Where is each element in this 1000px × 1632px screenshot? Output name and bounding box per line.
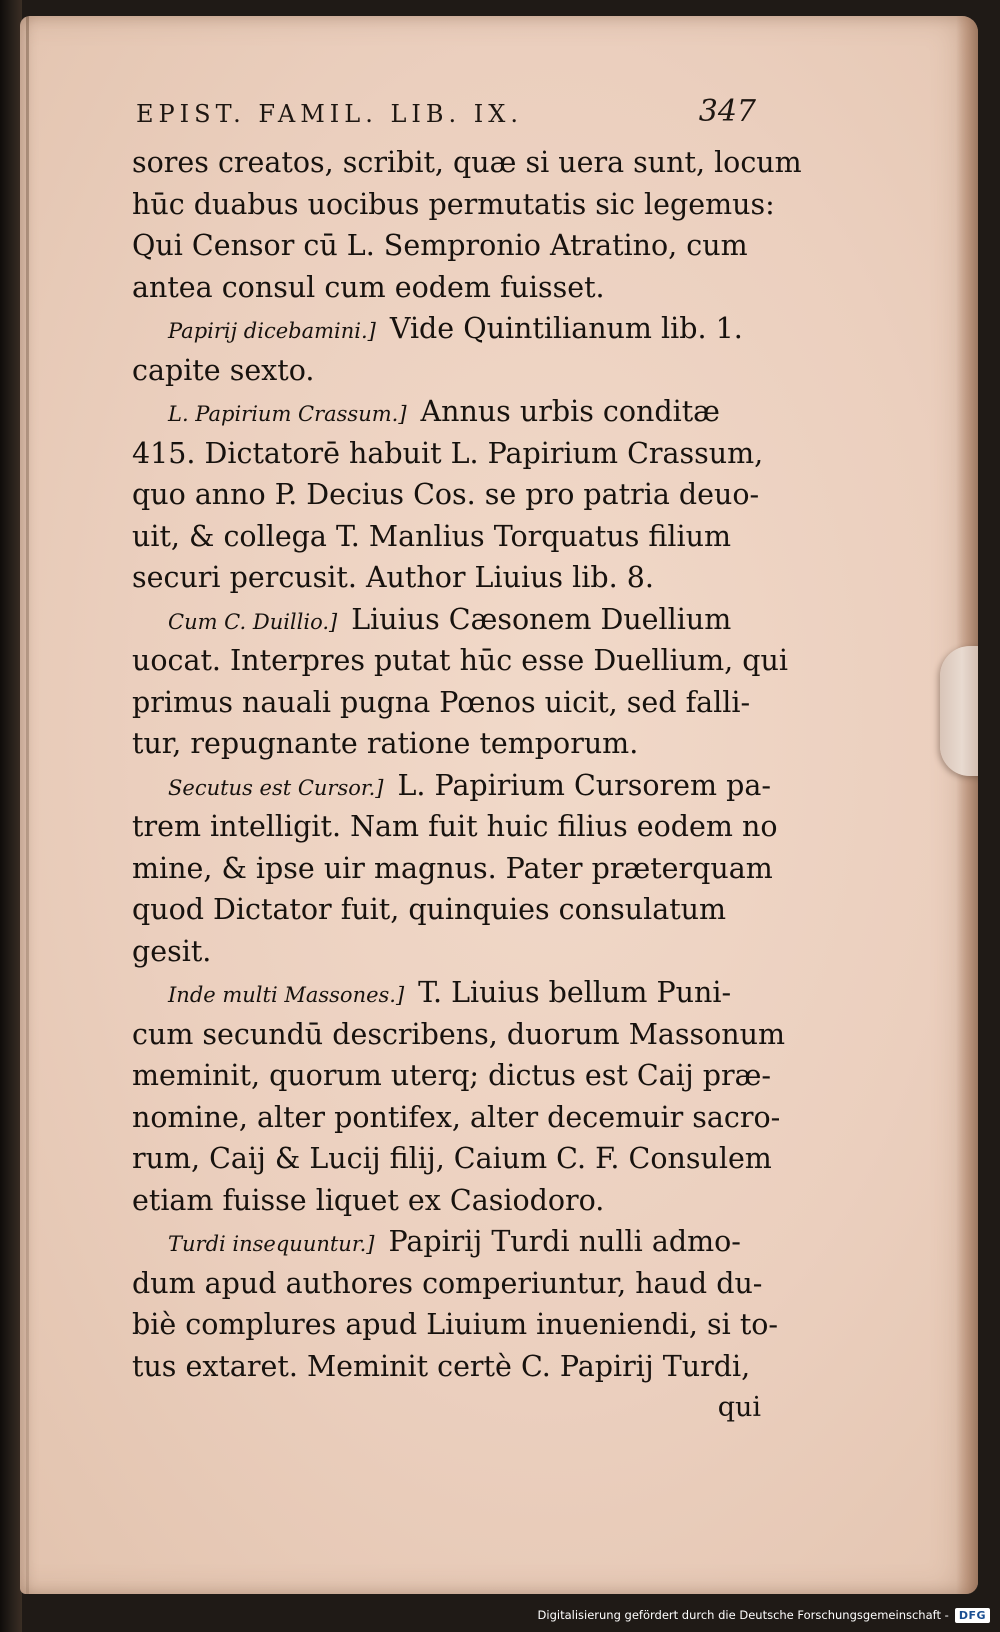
line-text: uocat. Interpres putat hūc esse Duellium, qui	[132, 644, 788, 677]
text-line	[132, 640, 788, 682]
text-line	[132, 557, 767, 599]
line-text: meminit, quorum uterq; dictus est Caij præ-	[132, 1059, 772, 1092]
text-line	[132, 1138, 772, 1180]
text-line	[132, 1221, 767, 1263]
page-fore-edge	[956, 16, 978, 1594]
line-text: tur, repugnante ratione temporum.	[132, 727, 639, 760]
line-text: biè complures apud Liuium inueniendi, si to-	[132, 1308, 779, 1341]
line-text: gesit.	[132, 934, 212, 968]
line-text: Liuius Cæsonem Duellium	[351, 602, 732, 636]
running-head: EPIST. FAMIL. LIB. IX.	[136, 100, 523, 128]
text-line	[132, 1097, 781, 1139]
line-text: etiam fuisse liquet ex Casiodoro.	[132, 1183, 605, 1217]
text-line	[132, 723, 767, 765]
text-line	[132, 391, 767, 433]
line-text: quod Dictator fuit, quinquies consulatum	[132, 893, 727, 926]
text-line	[132, 889, 767, 931]
text-line	[132, 267, 767, 309]
text-line	[132, 308, 767, 350]
text-line	[132, 474, 767, 516]
line-text: nomine, alter pontifex, alter decemuir sacro-	[132, 1100, 781, 1134]
text-line	[132, 972, 767, 1014]
text-line	[132, 1304, 779, 1346]
text-line	[132, 142, 802, 184]
text-line	[132, 184, 775, 226]
line-text: hūc duabus uocibus permutatis sic legemus:	[132, 187, 775, 221]
line-text: rum, Caij & Lucij filij, Caium C. F. Consulem	[132, 1142, 772, 1175]
line-text: uit, & collega T. Manlius Torquatus filium	[132, 519, 732, 553]
line-text: Qui Censor cū L. Sempronio Atratino, cum	[132, 229, 748, 262]
body-text	[132, 142, 802, 1429]
text-line	[132, 1263, 767, 1305]
digitization-credit	[538, 1604, 990, 1626]
line-text: primus nauali pugna Pœnos uicit, sed falli-	[132, 685, 751, 719]
text-line	[132, 350, 767, 392]
line-text: cum secundū describens, duorum Massonum	[132, 1017, 786, 1051]
text-line	[132, 433, 767, 475]
line-text: T. Liuius bellum Puni-	[418, 976, 732, 1009]
text-line	[132, 931, 767, 973]
book-page	[20, 16, 978, 1594]
line-text: dum apud authores comperiuntur, haud du-	[132, 1266, 763, 1300]
line-text: trem intelligit. Nam fuit huic filius eodem no	[132, 810, 778, 843]
line-text: tus extaret. Meminit certè C. Papirij Turdi,	[132, 1349, 751, 1383]
catchword: qui	[717, 1392, 761, 1423]
line-text: sores creatos, scribit, quæ si uera sunt, locum	[132, 146, 802, 179]
lemma: Cum C. Duillio.]	[168, 609, 338, 634]
page-number: 347	[698, 94, 756, 129]
line-text: capite sexto.	[132, 353, 315, 387]
text-line	[132, 682, 767, 724]
text-line	[132, 599, 767, 641]
lemma: Papirij dicebamini.]	[168, 319, 376, 343]
lemma: Inde multi Massones.]	[168, 983, 405, 1007]
line-text: Vide Quintilianum lib. 1.	[389, 312, 743, 345]
line-text: Papirij Turdi nulli admo-	[388, 1225, 741, 1258]
text-line	[132, 225, 767, 267]
line-text: antea consul cum eodem fuisset.	[132, 270, 605, 304]
text-line	[132, 1346, 767, 1388]
credit-text: Digitalisierung gefördert durch die Deutsche Forschungsgemeinschaft -	[537, 1608, 949, 1622]
line-text: Annus urbis conditæ	[420, 395, 720, 428]
scan-background-left	[0, 0, 22, 1632]
text-line	[132, 1055, 772, 1097]
line-text: 415. Dictatorē habuit L. Papirium Crassum,	[132, 436, 764, 470]
lemma: Turdi insequuntur.]	[168, 1232, 375, 1256]
lemma: L. Papirium Crassum.]	[168, 402, 407, 426]
line-text: L. Papirium Cursorem pa-	[397, 768, 771, 802]
text-line	[132, 1180, 767, 1222]
text-line	[132, 848, 773, 890]
line-text: mine, & ipse uir magnus. Pater præterquam	[132, 851, 773, 885]
text-line	[132, 516, 767, 558]
line-text: quo anno P. Decius Cos. se pro patria deuo-	[132, 478, 760, 511]
page-gutter-shadow	[26, 16, 29, 1594]
text-line	[132, 765, 771, 807]
line-text: securi percusit. Author Liuius lib. 8.	[132, 561, 654, 594]
dfg-logo: DFG	[955, 1608, 990, 1623]
text-line	[132, 806, 778, 848]
lemma: Secutus est Cursor.]	[168, 775, 384, 800]
page-clip	[940, 646, 978, 776]
text-line	[132, 1014, 786, 1056]
page-header	[136, 94, 756, 134]
